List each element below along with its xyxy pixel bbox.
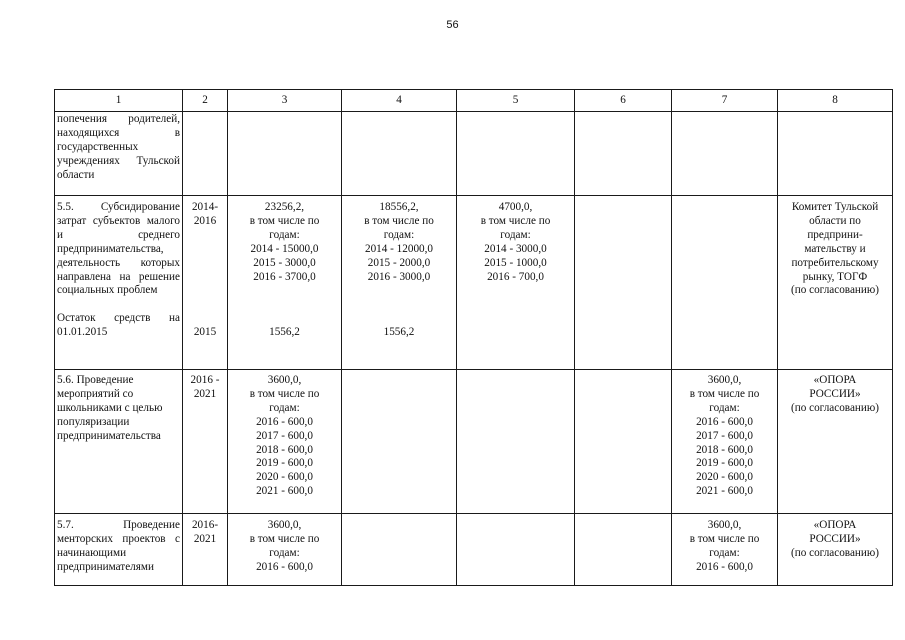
table-cell bbox=[575, 514, 672, 586]
funding-line: 2014 - 12000,0 bbox=[364, 242, 434, 255]
activity-text: попечения родителей, находящихся в государственных учреждениях Тульской области bbox=[57, 113, 180, 181]
funding-line: 18556,2, bbox=[379, 201, 419, 213]
spacer bbox=[185, 229, 225, 326]
responsible-executor-cell bbox=[778, 370, 893, 514]
funding-line: 2016 - 600,0 bbox=[256, 560, 313, 573]
funding-line: годам: bbox=[269, 228, 300, 241]
activity-line: популяризации bbox=[57, 415, 130, 428]
executor-line: «ОПОРА bbox=[813, 374, 857, 386]
period-line: 2016 bbox=[193, 214, 217, 227]
funding-line: 2017 - 600,0 bbox=[696, 429, 753, 442]
table-cell bbox=[575, 370, 672, 514]
funding-line: 2016 - 3700,0 bbox=[253, 270, 316, 283]
table-cell bbox=[672, 112, 778, 196]
funding-line: 3600,0, bbox=[267, 519, 302, 531]
executor-line: РОССИИ» bbox=[809, 387, 861, 400]
funding-line: 2018 - 600,0 bbox=[256, 443, 313, 456]
responsible-executor-cell bbox=[778, 514, 893, 586]
regional-funding-cell bbox=[342, 196, 457, 370]
executor-line: рынку, ТОГФ bbox=[802, 270, 868, 283]
table-row bbox=[55, 514, 893, 586]
table-row bbox=[55, 112, 893, 196]
executor-line: потребительскому bbox=[791, 256, 879, 269]
period-line: 2015 bbox=[193, 325, 217, 338]
total-funding-cell bbox=[228, 514, 342, 586]
column-number-cell: 8 bbox=[778, 90, 893, 112]
funding-line: 2014 - 3000,0 bbox=[484, 242, 547, 255]
period-cell bbox=[183, 196, 228, 370]
column-number-cell: 7 bbox=[672, 90, 778, 112]
table-cell bbox=[672, 196, 778, 370]
funding-line: в том числе по bbox=[364, 214, 434, 227]
activity-description bbox=[55, 196, 183, 370]
funding-line: 2017 - 600,0 bbox=[256, 429, 313, 442]
table-row bbox=[55, 370, 893, 514]
activity-text: 5.7. Проведение менторских проектов с начинающими предпринимателями bbox=[57, 519, 180, 573]
period-line: 2016- bbox=[191, 519, 219, 531]
table-cell bbox=[457, 112, 575, 196]
column-number-row bbox=[55, 90, 893, 112]
funding-line: 1556,2 bbox=[269, 326, 300, 339]
funding-line: 3600,0, bbox=[707, 374, 742, 386]
activity-line: 5.6. Проведение bbox=[57, 374, 134, 386]
funding-line: годам: bbox=[709, 546, 740, 559]
executor-line: предприни- bbox=[807, 228, 863, 241]
funding-line: годам: bbox=[269, 546, 300, 559]
period-line: 2021 bbox=[193, 387, 217, 400]
funding-line: 2020 - 600,0 bbox=[696, 471, 753, 484]
table-cell bbox=[228, 112, 342, 196]
column-number-cell: 1 bbox=[55, 90, 183, 112]
total-funding-cell bbox=[228, 370, 342, 514]
funding-line: 1556,2 bbox=[383, 326, 415, 339]
page-number: 56 bbox=[446, 19, 459, 31]
funding-line: 2016 - 700,0 bbox=[487, 270, 544, 283]
column-number-cell: 2 bbox=[183, 90, 228, 112]
spacer bbox=[57, 298, 180, 312]
funding-line: 2016 - 600,0 bbox=[696, 415, 753, 428]
funding-line: 2015 - 1000,0 bbox=[484, 256, 547, 269]
executor-line: Комитет Тульской bbox=[791, 201, 879, 213]
executor-line: (по согласованию) bbox=[791, 401, 879, 414]
funding-line: 2016 - 600,0 bbox=[256, 415, 313, 428]
funding-line: 3600,0, bbox=[267, 374, 302, 386]
federal-funding-cell bbox=[457, 196, 575, 370]
extrabudgetary-funding-cell bbox=[672, 514, 778, 586]
executor-line: мательству и bbox=[804, 242, 866, 255]
period-cell bbox=[183, 370, 228, 514]
total-funding-cell bbox=[228, 196, 342, 370]
extrabudgetary-funding-cell bbox=[672, 370, 778, 514]
funding-line: в том числе по bbox=[689, 387, 760, 400]
funding-line: 23256,2, bbox=[264, 201, 305, 213]
funding-line: 3600,0, bbox=[707, 519, 742, 531]
executor-line: (по согласованию) bbox=[791, 546, 879, 559]
table-cell bbox=[183, 112, 228, 196]
table-cell bbox=[342, 112, 457, 196]
funding-line: годам: bbox=[269, 401, 300, 414]
activity-line: мероприятий со bbox=[57, 387, 134, 400]
table-cell bbox=[342, 514, 457, 586]
activity-description bbox=[55, 514, 183, 586]
funding-line: 2016 - 3000,0 bbox=[367, 270, 431, 283]
funding-line: 2015 - 3000,0 bbox=[253, 256, 316, 269]
table-cell bbox=[778, 112, 893, 196]
table-cell bbox=[457, 514, 575, 586]
activity-description bbox=[55, 370, 183, 514]
funding-line: 2021 - 600,0 bbox=[256, 485, 313, 498]
funding-line: 4700,0, bbox=[498, 201, 533, 213]
funding-line: в том числе по bbox=[480, 214, 551, 227]
funding-line: 2019 - 600,0 bbox=[696, 457, 753, 470]
table-row bbox=[55, 196, 893, 370]
spacer bbox=[230, 284, 339, 326]
executor-line: (по согласованию) bbox=[791, 284, 879, 297]
table-cell bbox=[575, 112, 672, 196]
period-cell bbox=[183, 514, 228, 586]
funding-line: годам: bbox=[709, 401, 740, 414]
program-activities-table bbox=[54, 89, 893, 586]
funding-line: в том числе по bbox=[249, 532, 320, 545]
executor-line: РОССИИ» bbox=[809, 532, 861, 545]
period-line: 2014- bbox=[191, 201, 219, 213]
activity-line: предпринимательства bbox=[57, 429, 161, 442]
spacer bbox=[344, 284, 454, 326]
funding-line: годам: bbox=[500, 228, 531, 241]
table-cell bbox=[575, 196, 672, 370]
funding-line: годам: bbox=[383, 228, 415, 241]
funding-line: 2019 - 600,0 bbox=[256, 457, 313, 470]
funding-line: в том числе по bbox=[249, 387, 320, 400]
responsible-executor-cell bbox=[778, 196, 893, 370]
funding-line: 2014 - 15000,0 bbox=[250, 242, 319, 255]
table-cell bbox=[457, 370, 575, 514]
table-cell bbox=[342, 370, 457, 514]
column-number-cell: 5 bbox=[457, 90, 575, 112]
funding-line: 2015 - 2000,0 bbox=[367, 256, 431, 269]
period-line: 2016 - bbox=[190, 374, 220, 386]
funding-line: 2021 - 600,0 bbox=[696, 485, 753, 498]
activity-line: школьниками с целью bbox=[57, 401, 163, 414]
executor-line: области по bbox=[809, 214, 861, 227]
funding-line: 2016 - 600,0 bbox=[696, 560, 753, 573]
column-number-cell: 6 bbox=[575, 90, 672, 112]
funding-line: 2020 - 600,0 bbox=[256, 471, 313, 484]
remainder-label: Остаток средств на 01.01.2015 bbox=[57, 312, 180, 339]
executor-line: «ОПОРА bbox=[813, 519, 857, 531]
column-number-cell: 3 bbox=[228, 90, 342, 112]
activity-text: 5.5. Субсидирование затрат субъектов малого и среднего предпринимательства, деятельность которых направлена на решение социальных проблем bbox=[57, 201, 180, 297]
funding-line: в том числе по bbox=[689, 532, 760, 545]
funding-line: 2018 - 600,0 bbox=[696, 443, 753, 456]
activity-description bbox=[55, 112, 183, 196]
funding-line: в том числе по bbox=[249, 214, 320, 227]
column-number-cell: 4 bbox=[342, 90, 457, 112]
period-line: 2021 bbox=[193, 532, 217, 545]
